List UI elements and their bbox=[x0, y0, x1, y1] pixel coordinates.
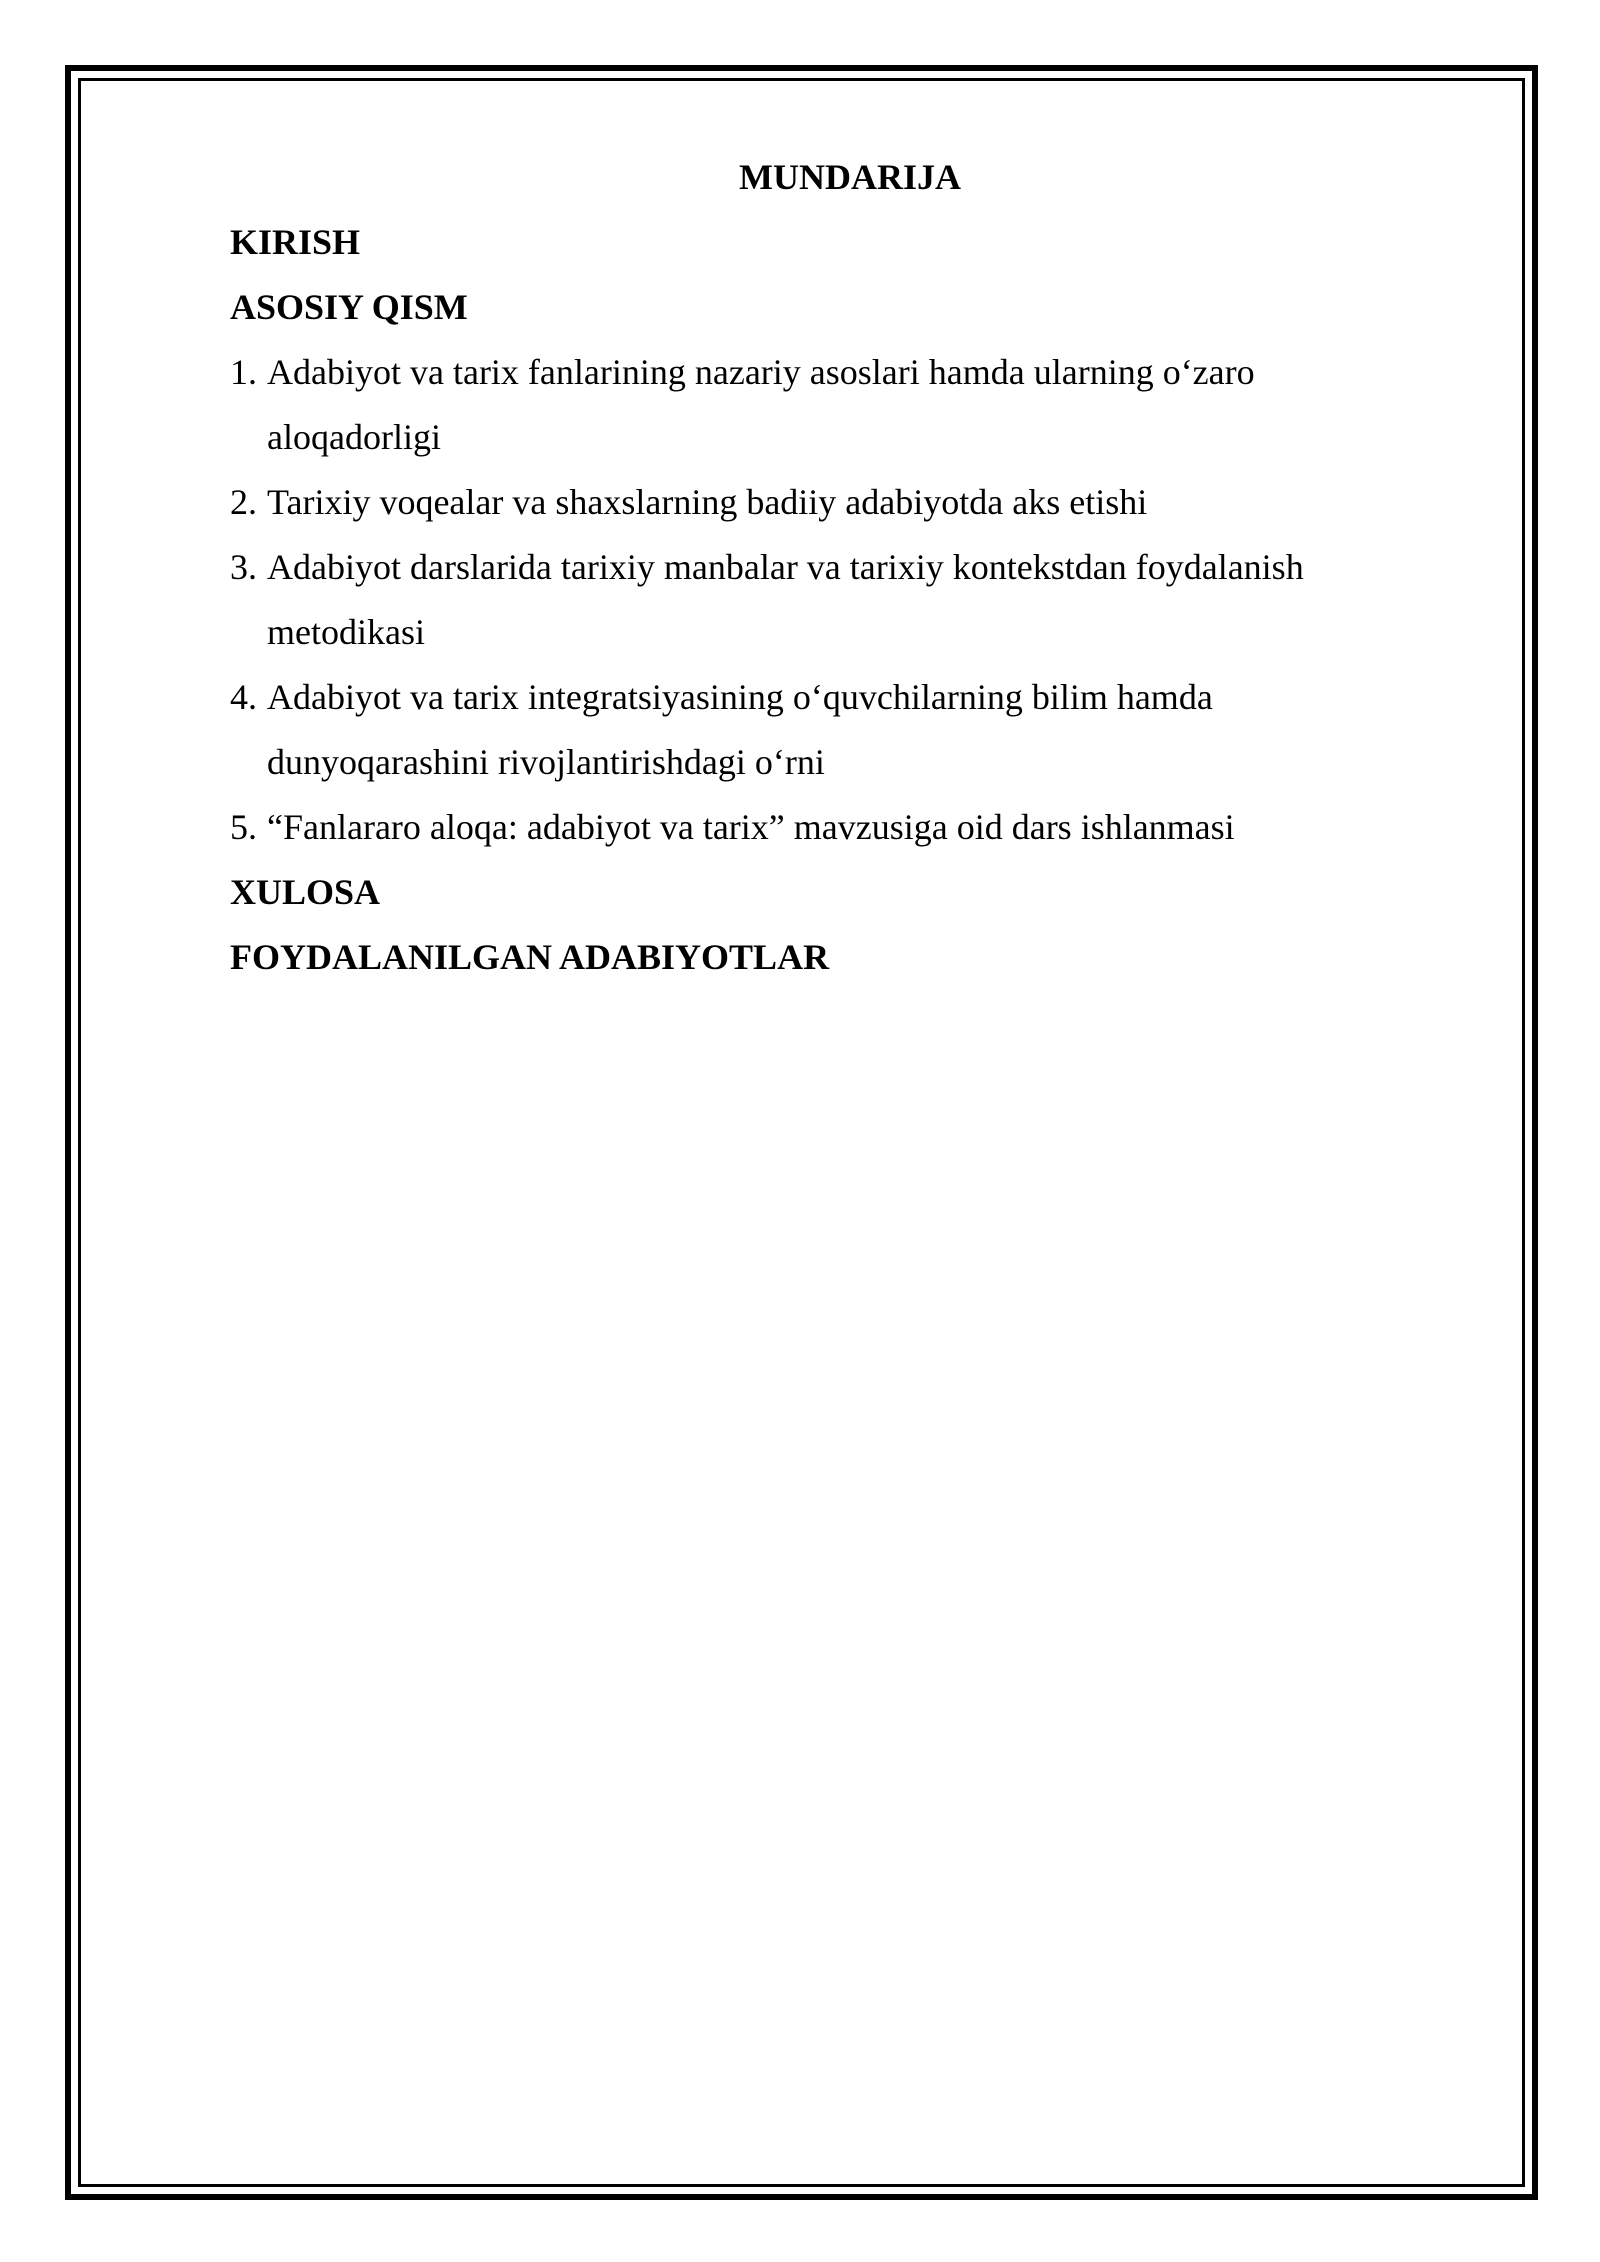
toc-heading-main: ASOSIY QISM bbox=[230, 287, 468, 327]
toc-item-number: 5. bbox=[230, 807, 257, 847]
toc-item-1 bbox=[230, 340, 1410, 470]
toc-item-text: Adabiyot darslarida tarixiy manbalar va tarixiy kontekstdan foydalanish metodikasi bbox=[267, 547, 1304, 652]
toc-item-text: Adabiyot va tarix fanlarining nazariy asoslari hamda ularning o‘zaro aloqadorligi bbox=[267, 352, 1255, 457]
table-of-contents bbox=[230, 145, 1410, 990]
toc-item-text: Tarixiy voqealar va shaxslarning badiiy adabiyotda aks etishi bbox=[267, 482, 1148, 522]
toc-item-number: 4. bbox=[230, 677, 257, 717]
toc-item-text: “Fanlararo aloqa: adabiyot va tarix” mavzusiga oid dars ishlanmasi bbox=[267, 807, 1235, 847]
toc-item-text: Adabiyot va tarix integratsiyasining o‘quvchilarning bilim hamda dunyoqarashini rivojlantirishdagi o‘rni bbox=[267, 677, 1213, 782]
toc-item-2 bbox=[230, 470, 1410, 535]
toc-item-number: 1. bbox=[230, 352, 257, 392]
toc-heading-references: FOYDALANILGAN ADABIYOTLAR bbox=[230, 937, 830, 977]
toc-item-3 bbox=[230, 535, 1410, 665]
toc-item-number: 2. bbox=[230, 482, 257, 522]
toc-item-number: 3. bbox=[230, 547, 257, 587]
toc-heading-conclusion: XULOSA bbox=[230, 872, 381, 912]
page-title: MUNDARIJA bbox=[739, 157, 961, 197]
toc-heading-intro: KIRISH bbox=[230, 222, 361, 262]
toc-item-5 bbox=[230, 795, 1410, 860]
toc-item-4 bbox=[230, 665, 1410, 795]
